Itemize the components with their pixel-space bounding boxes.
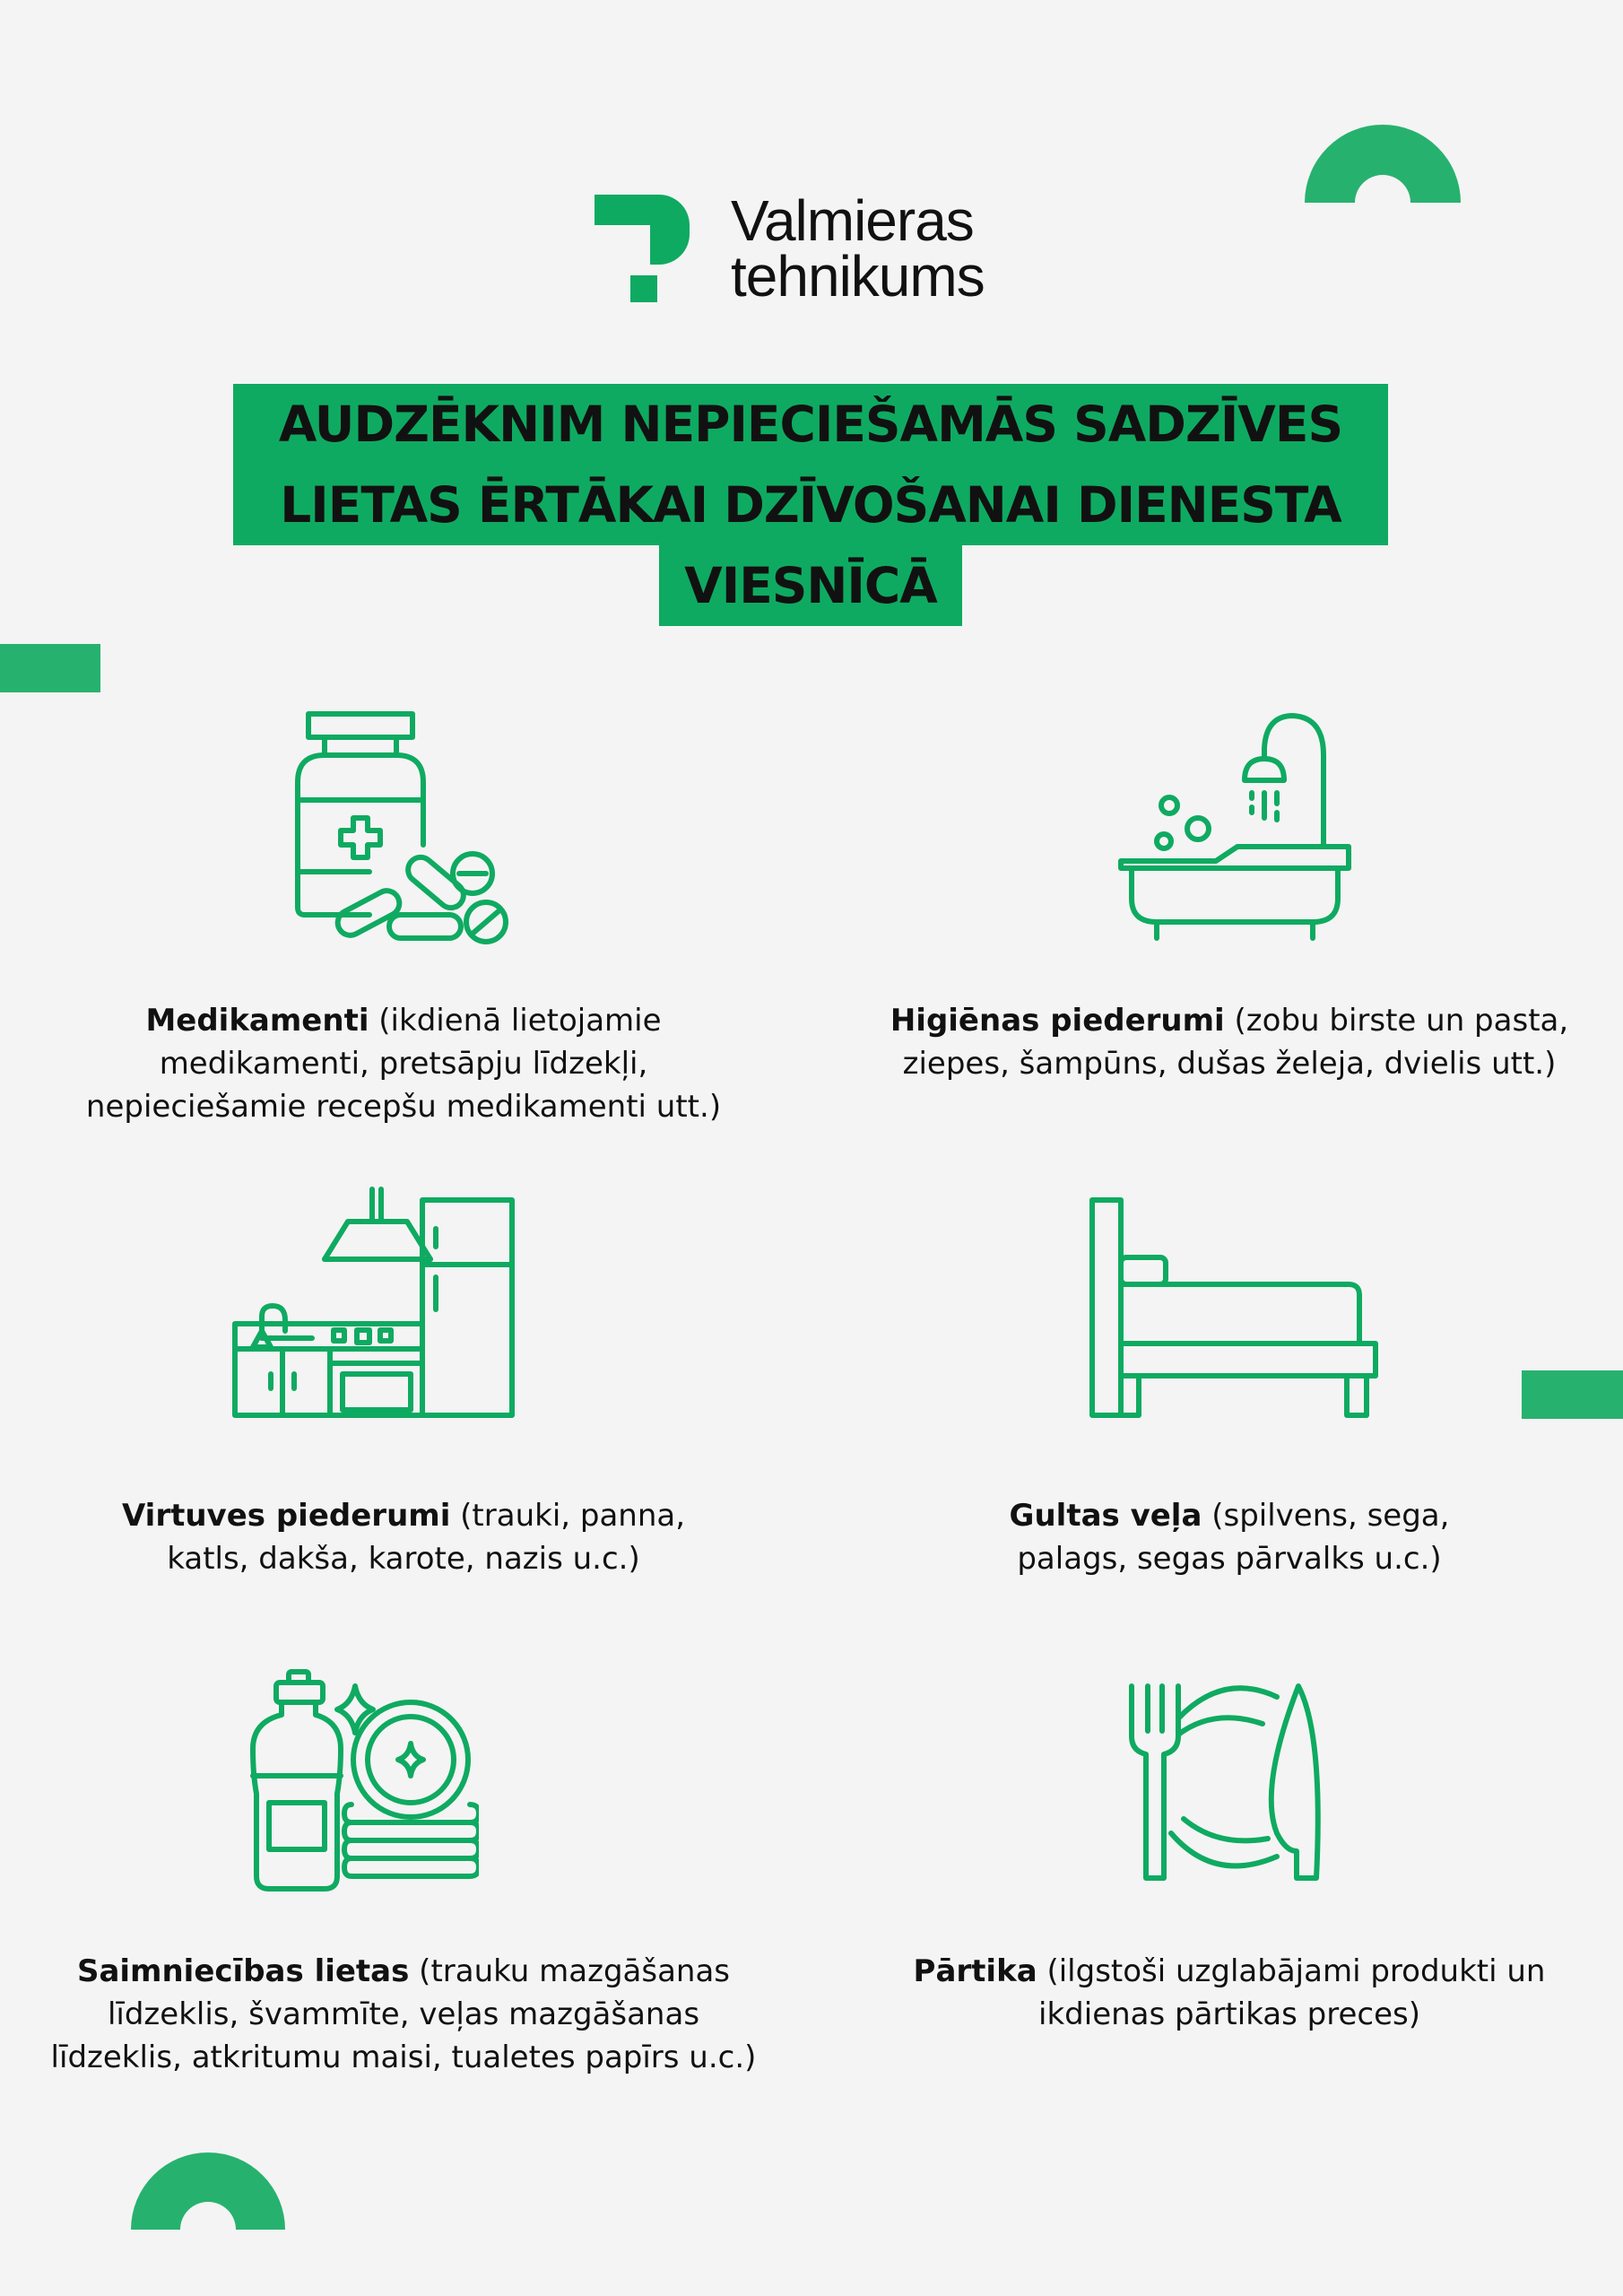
page-title-line3: VIESNĪCĀ [659,545,962,626]
item-kitchen-line2: katls, dakša, karote, nazis u.c.) [167,1541,640,1577]
list-item-bedding [848,1494,1610,1580]
item-household-line3: līdzeklis, atkritumu maisi, tualetes papīrs u.c.) [50,2039,757,2075]
item-household-title: Saimniecības lietas [76,1953,410,1989]
brand-name-line2: tehnikums [731,244,985,309]
page-title-line2: LIETAS ĒRTĀKAI DZĪVOŠANAI DIENESTA [233,465,1388,545]
item-medicine-title: Medikamenti [145,1003,369,1039]
brand-name [731,188,985,309]
item-bedding-line2: palags, segas pārvalks u.c.) [1017,1541,1442,1577]
item-medicine-line3: nepieciešamie recepšu medikamenti utt.) [85,1089,722,1125]
item-medicine-line1: Medikamenti (ikdienā lietojamie [145,1003,662,1039]
page-title-line1: AUDZĒKNIM NEPIECIEŠAMĀS SADZĪVES [233,384,1388,465]
item-food-line2: ikdienas pārtikas preces) [1038,1996,1420,2032]
item-medicine-line2: medikamenti, pretsāpju līdzekļi, [159,1046,648,1082]
item-household-line2: līdzeklis, švammīte, veļas mazgāšanas [107,1996,700,2032]
item-hygiene-line1: Higiēnas piederumi (zobu birste un pasta, [890,1003,1569,1039]
list-item-household [18,1950,789,2079]
deco-arch-top-right [1305,124,1461,203]
item-kitchen-title: Virtuves piederumi [121,1498,451,1534]
item-hygiene-title: Higiēnas piederumi [890,1003,1225,1039]
item-food-title: Pārtika [913,1953,1037,1989]
item-food-line1: Pārtika (ilgstoši uzglabājami produkti un [913,1953,1546,1989]
kitchen-icon [231,1184,515,1419]
list-item-food [848,1950,1610,2036]
item-kitchen-line1: Virtuves piederumi (trauki, panna, [121,1498,686,1534]
deco-arch-bottom-left [131,2151,285,2230]
dish-soap-icon [244,1668,479,1892]
bed-icon [1087,1195,1379,1419]
item-bedding-line1: Gultas veļa (spilvens, sega, [1009,1498,1450,1534]
deco-bar-left [0,644,100,692]
valmieras-tehnikums-logo-icon [595,195,690,302]
brand-name-line1: Valmieras [731,188,974,253]
plate-cutlery-icon [1124,1681,1327,1883]
brand-logo [595,188,985,309]
list-item-hygiene [848,999,1610,1085]
list-item-kitchen [27,1494,780,1580]
medicine-icon [289,710,513,945]
bathtub-icon [1117,710,1352,942]
item-bedding-title: Gultas veļa [1009,1498,1202,1534]
item-hygiene-line2: ziepes, šampūns, dušas želeja, dvielis utt.) [902,1046,1557,1082]
deco-bar-right [1522,1370,1623,1419]
item-household-line1: Saimniecības lietas (trauku mazgāšanas [76,1953,731,1989]
list-item-medicine [27,999,780,1128]
page-title [233,384,1388,626]
